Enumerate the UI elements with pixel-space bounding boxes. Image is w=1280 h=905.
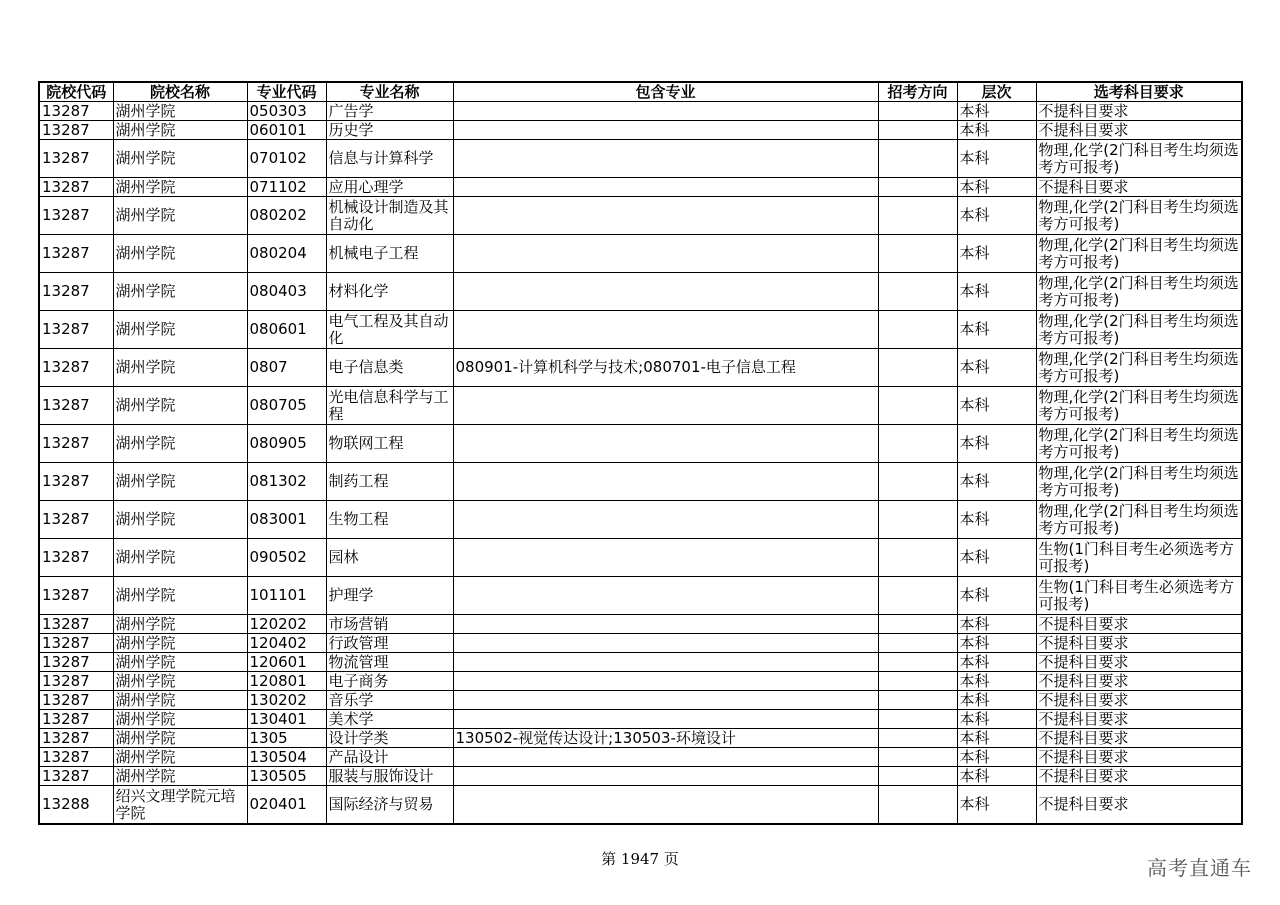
cell-level: 本科	[957, 273, 1036, 311]
cell-level: 本科	[957, 197, 1036, 235]
cell-direction	[878, 710, 957, 729]
table-row	[39, 235, 1242, 273]
table-row	[39, 197, 1242, 235]
cell-school-name: 湖州学院	[113, 767, 247, 786]
cell-school-name: 湖州学院	[113, 634, 247, 653]
cell-major-code: 080403	[247, 273, 326, 311]
cell-major-name: 电子信息类	[326, 349, 453, 387]
cell-subject-requirement: 物理,化学(2门科目考生均须选考方可报考)	[1036, 463, 1242, 501]
cell-direction	[878, 387, 957, 425]
cell-included-majors	[453, 501, 878, 539]
cell-subject-requirement: 物理,化学(2门科目考生均须选考方可报考)	[1036, 140, 1242, 178]
cell-major-name: 信息与计算科学	[326, 140, 453, 178]
cell-school-code: 13287	[39, 178, 113, 197]
cell-subject-requirement: 物理,化学(2门科目考生均须选考方可报考)	[1036, 349, 1242, 387]
table-row	[39, 425, 1242, 463]
header-major-name: 专业名称	[326, 82, 453, 102]
header-school-name: 院校名称	[113, 82, 247, 102]
cell-school-code: 13287	[39, 748, 113, 767]
admissions-table	[38, 81, 1243, 825]
cell-school-name: 湖州学院	[113, 539, 247, 577]
cell-level: 本科	[957, 577, 1036, 615]
cell-major-code: 0807	[247, 349, 326, 387]
cell-major-code: 071102	[247, 178, 326, 197]
header-row	[39, 82, 1242, 102]
cell-subject-requirement: 不提科目要求	[1036, 748, 1242, 767]
cell-direction	[878, 425, 957, 463]
cell-major-name: 设计学类	[326, 729, 453, 748]
cell-included-majors	[453, 577, 878, 615]
table-row	[39, 273, 1242, 311]
cell-major-code: 120402	[247, 634, 326, 653]
cell-major-name: 美术学	[326, 710, 453, 729]
cell-included-majors	[453, 311, 878, 349]
cell-school-name: 湖州学院	[113, 235, 247, 273]
cell-school-code: 13287	[39, 501, 113, 539]
watermark: 高考直通车	[1147, 856, 1252, 880]
cell-subject-requirement: 不提科目要求	[1036, 121, 1242, 140]
cell-major-name: 国际经济与贸易	[326, 786, 453, 825]
cell-subject-requirement: 不提科目要求	[1036, 767, 1242, 786]
cell-school-code: 13287	[39, 767, 113, 786]
cell-major-code: 120801	[247, 672, 326, 691]
cell-major-name: 物流管理	[326, 653, 453, 672]
cell-included-majors	[453, 672, 878, 691]
table-row	[39, 729, 1242, 748]
cell-school-code: 13287	[39, 729, 113, 748]
cell-included-majors	[453, 463, 878, 501]
table-row	[39, 140, 1242, 178]
cell-included-majors	[453, 273, 878, 311]
cell-major-code: 130202	[247, 691, 326, 710]
cell-school-name: 湖州学院	[113, 501, 247, 539]
cell-major-code: 130505	[247, 767, 326, 786]
cell-included-majors: 130502-视觉传达设计;130503-环境设计	[453, 729, 878, 748]
cell-major-code: 130401	[247, 710, 326, 729]
cell-major-name: 机械设计制造及其自动化	[326, 197, 453, 235]
cell-subject-requirement: 不提科目要求	[1036, 634, 1242, 653]
cell-direction	[878, 140, 957, 178]
cell-major-name: 市场营销	[326, 615, 453, 634]
cell-school-name: 湖州学院	[113, 577, 247, 615]
cell-included-majors	[453, 425, 878, 463]
cell-level: 本科	[957, 672, 1036, 691]
cell-school-code: 13287	[39, 634, 113, 653]
cell-direction	[878, 102, 957, 121]
header-major-code: 专业代码	[247, 82, 326, 102]
cell-major-name: 机械电子工程	[326, 235, 453, 273]
cell-school-name: 湖州学院	[113, 140, 247, 178]
cell-subject-requirement: 生物(1门科目考生必须选考方可报考)	[1036, 539, 1242, 577]
cell-subject-requirement: 物理,化学(2门科目考生均须选考方可报考)	[1036, 425, 1242, 463]
cell-major-name: 生物工程	[326, 501, 453, 539]
cell-school-name: 湖州学院	[113, 178, 247, 197]
cell-school-code: 13287	[39, 349, 113, 387]
cell-subject-requirement: 物理,化学(2门科目考生均须选考方可报考)	[1036, 235, 1242, 273]
table-row	[39, 615, 1242, 634]
cell-school-code: 13287	[39, 463, 113, 501]
cell-major-code: 1305	[247, 729, 326, 748]
cell-level: 本科	[957, 748, 1036, 767]
cell-school-name: 湖州学院	[113, 710, 247, 729]
cell-included-majors	[453, 121, 878, 140]
cell-major-name: 广告学	[326, 102, 453, 121]
cell-level: 本科	[957, 178, 1036, 197]
table-row	[39, 577, 1242, 615]
cell-major-code: 080905	[247, 425, 326, 463]
cell-major-code: 080601	[247, 311, 326, 349]
table-row	[39, 691, 1242, 710]
table-row	[39, 539, 1242, 577]
cell-level: 本科	[957, 691, 1036, 710]
cell-direction	[878, 197, 957, 235]
cell-major-code: 090502	[247, 539, 326, 577]
cell-school-code: 13287	[39, 121, 113, 140]
cell-level: 本科	[957, 311, 1036, 349]
cell-school-name: 湖州学院	[113, 615, 247, 634]
cell-level: 本科	[957, 235, 1036, 273]
cell-subject-requirement: 不提科目要求	[1036, 786, 1242, 825]
cell-school-name: 湖州学院	[113, 349, 247, 387]
table-row	[39, 634, 1242, 653]
header-subject-requirement: 选考科目要求	[1036, 82, 1242, 102]
cell-school-code: 13287	[39, 140, 113, 178]
table-row	[39, 786, 1242, 825]
cell-included-majors	[453, 748, 878, 767]
cell-subject-requirement: 不提科目要求	[1036, 653, 1242, 672]
cell-school-name: 湖州学院	[113, 311, 247, 349]
header-school-code: 院校代码	[39, 82, 113, 102]
cell-school-name: 湖州学院	[113, 273, 247, 311]
cell-included-majors	[453, 767, 878, 786]
cell-direction	[878, 634, 957, 653]
cell-level: 本科	[957, 539, 1036, 577]
cell-school-code: 13287	[39, 577, 113, 615]
cell-major-name: 产品设计	[326, 748, 453, 767]
cell-subject-requirement: 不提科目要求	[1036, 672, 1242, 691]
cell-subject-requirement: 不提科目要求	[1036, 729, 1242, 748]
cell-school-name: 湖州学院	[113, 672, 247, 691]
cell-major-code: 130504	[247, 748, 326, 767]
cell-direction	[878, 539, 957, 577]
cell-major-code: 060101	[247, 121, 326, 140]
table-row	[39, 501, 1242, 539]
table-row	[39, 311, 1242, 349]
cell-included-majors	[453, 197, 878, 235]
cell-direction	[878, 615, 957, 634]
table-row	[39, 387, 1242, 425]
cell-included-majors	[453, 786, 878, 825]
cell-school-code: 13287	[39, 691, 113, 710]
cell-direction	[878, 672, 957, 691]
cell-major-code: 070102	[247, 140, 326, 178]
cell-major-code: 020401	[247, 786, 326, 825]
cell-school-code: 13287	[39, 672, 113, 691]
cell-level: 本科	[957, 634, 1036, 653]
cell-direction	[878, 178, 957, 197]
cell-level: 本科	[957, 425, 1036, 463]
cell-major-name: 材料化学	[326, 273, 453, 311]
cell-level: 本科	[957, 615, 1036, 634]
cell-subject-requirement: 物理,化学(2门科目考生均须选考方可报考)	[1036, 197, 1242, 235]
cell-subject-requirement: 物理,化学(2门科目考生均须选考方可报考)	[1036, 501, 1242, 539]
cell-direction	[878, 501, 957, 539]
table-row	[39, 121, 1242, 140]
cell-subject-requirement: 不提科目要求	[1036, 615, 1242, 634]
cell-major-name: 护理学	[326, 577, 453, 615]
cell-direction	[878, 748, 957, 767]
cell-level: 本科	[957, 767, 1036, 786]
cell-major-code: 101101	[247, 577, 326, 615]
header-included-majors: 包含专业	[453, 82, 878, 102]
cell-school-name: 湖州学院	[113, 463, 247, 501]
table-row	[39, 653, 1242, 672]
cell-major-name: 应用心理学	[326, 178, 453, 197]
cell-level: 本科	[957, 653, 1036, 672]
cell-direction	[878, 235, 957, 273]
cell-school-code: 13287	[39, 235, 113, 273]
cell-school-name: 绍兴文理学院元培学院	[113, 786, 247, 825]
cell-major-code: 080705	[247, 387, 326, 425]
cell-school-code: 13287	[39, 710, 113, 729]
cell-major-name: 服装与服饰设计	[326, 767, 453, 786]
cell-school-name: 湖州学院	[113, 197, 247, 235]
cell-included-majors	[453, 140, 878, 178]
cell-subject-requirement: 不提科目要求	[1036, 102, 1242, 121]
cell-direction	[878, 121, 957, 140]
table-row	[39, 710, 1242, 729]
cell-subject-requirement: 不提科目要求	[1036, 691, 1242, 710]
cell-included-majors	[453, 539, 878, 577]
cell-included-majors	[453, 615, 878, 634]
header-direction: 招考方向	[878, 82, 957, 102]
cell-school-name: 湖州学院	[113, 653, 247, 672]
table-row	[39, 102, 1242, 121]
table-row	[39, 672, 1242, 691]
cell-level: 本科	[957, 786, 1036, 825]
cell-major-code: 120601	[247, 653, 326, 672]
cell-major-name: 电子商务	[326, 672, 453, 691]
cell-level: 本科	[957, 102, 1036, 121]
cell-level: 本科	[957, 710, 1036, 729]
cell-included-majors	[453, 691, 878, 710]
cell-level: 本科	[957, 387, 1036, 425]
cell-direction	[878, 577, 957, 615]
cell-subject-requirement: 物理,化学(2门科目考生均须选考方可报考)	[1036, 387, 1242, 425]
table-row	[39, 178, 1242, 197]
cell-direction	[878, 349, 957, 387]
cell-included-majors: 080901-计算机科学与技术;080701-电子信息工程	[453, 349, 878, 387]
cell-direction	[878, 767, 957, 786]
cell-school-name: 湖州学院	[113, 748, 247, 767]
cell-level: 本科	[957, 140, 1036, 178]
cell-major-code: 081302	[247, 463, 326, 501]
cell-subject-requirement: 不提科目要求	[1036, 178, 1242, 197]
cell-direction	[878, 273, 957, 311]
cell-level: 本科	[957, 729, 1036, 748]
cell-included-majors	[453, 634, 878, 653]
cell-major-code: 050303	[247, 102, 326, 121]
cell-school-code: 13287	[39, 102, 113, 121]
cell-direction	[878, 691, 957, 710]
cell-major-code: 083001	[247, 501, 326, 539]
cell-major-name: 音乐学	[326, 691, 453, 710]
cell-subject-requirement: 物理,化学(2门科目考生均须选考方可报考)	[1036, 273, 1242, 311]
cell-school-code: 13288	[39, 786, 113, 825]
table-row	[39, 349, 1242, 387]
cell-school-code: 13287	[39, 653, 113, 672]
cell-direction	[878, 463, 957, 501]
cell-included-majors	[453, 653, 878, 672]
cell-school-code: 13287	[39, 425, 113, 463]
cell-direction	[878, 729, 957, 748]
cell-major-code: 080202	[247, 197, 326, 235]
table-row	[39, 748, 1242, 767]
cell-school-code: 13287	[39, 539, 113, 577]
cell-included-majors	[453, 710, 878, 729]
cell-subject-requirement: 生物(1门科目考生必须选考方可报考)	[1036, 577, 1242, 615]
cell-major-name: 制药工程	[326, 463, 453, 501]
cell-major-name: 电气工程及其自动化	[326, 311, 453, 349]
cell-included-majors	[453, 102, 878, 121]
cell-school-name: 湖州学院	[113, 729, 247, 748]
cell-school-code: 13287	[39, 615, 113, 634]
cell-included-majors	[453, 235, 878, 273]
cell-major-name: 园林	[326, 539, 453, 577]
cell-major-name: 历史学	[326, 121, 453, 140]
cell-major-code: 120202	[247, 615, 326, 634]
cell-school-code: 13287	[39, 387, 113, 425]
cell-major-name: 行政管理	[326, 634, 453, 653]
cell-major-code: 080204	[247, 235, 326, 273]
cell-direction	[878, 653, 957, 672]
cell-school-code: 13287	[39, 311, 113, 349]
cell-major-name: 光电信息科学与工程	[326, 387, 453, 425]
cell-school-code: 13287	[39, 273, 113, 311]
cell-school-code: 13287	[39, 197, 113, 235]
cell-level: 本科	[957, 121, 1036, 140]
page-number: 第 1947 页	[601, 850, 679, 868]
cell-direction	[878, 311, 957, 349]
cell-level: 本科	[957, 501, 1036, 539]
cell-school-name: 湖州学院	[113, 102, 247, 121]
cell-school-name: 湖州学院	[113, 691, 247, 710]
header-level: 层次	[957, 82, 1036, 102]
cell-level: 本科	[957, 349, 1036, 387]
cell-subject-requirement: 不提科目要求	[1036, 710, 1242, 729]
cell-major-name: 物联网工程	[326, 425, 453, 463]
table-row	[39, 767, 1242, 786]
cell-school-name: 湖州学院	[113, 425, 247, 463]
cell-level: 本科	[957, 463, 1036, 501]
cell-included-majors	[453, 387, 878, 425]
cell-school-name: 湖州学院	[113, 387, 247, 425]
cell-school-name: 湖州学院	[113, 121, 247, 140]
table-body	[39, 102, 1242, 825]
cell-included-majors	[453, 178, 878, 197]
cell-subject-requirement: 物理,化学(2门科目考生均须选考方可报考)	[1036, 311, 1242, 349]
cell-direction	[878, 786, 957, 825]
table-row	[39, 463, 1242, 501]
